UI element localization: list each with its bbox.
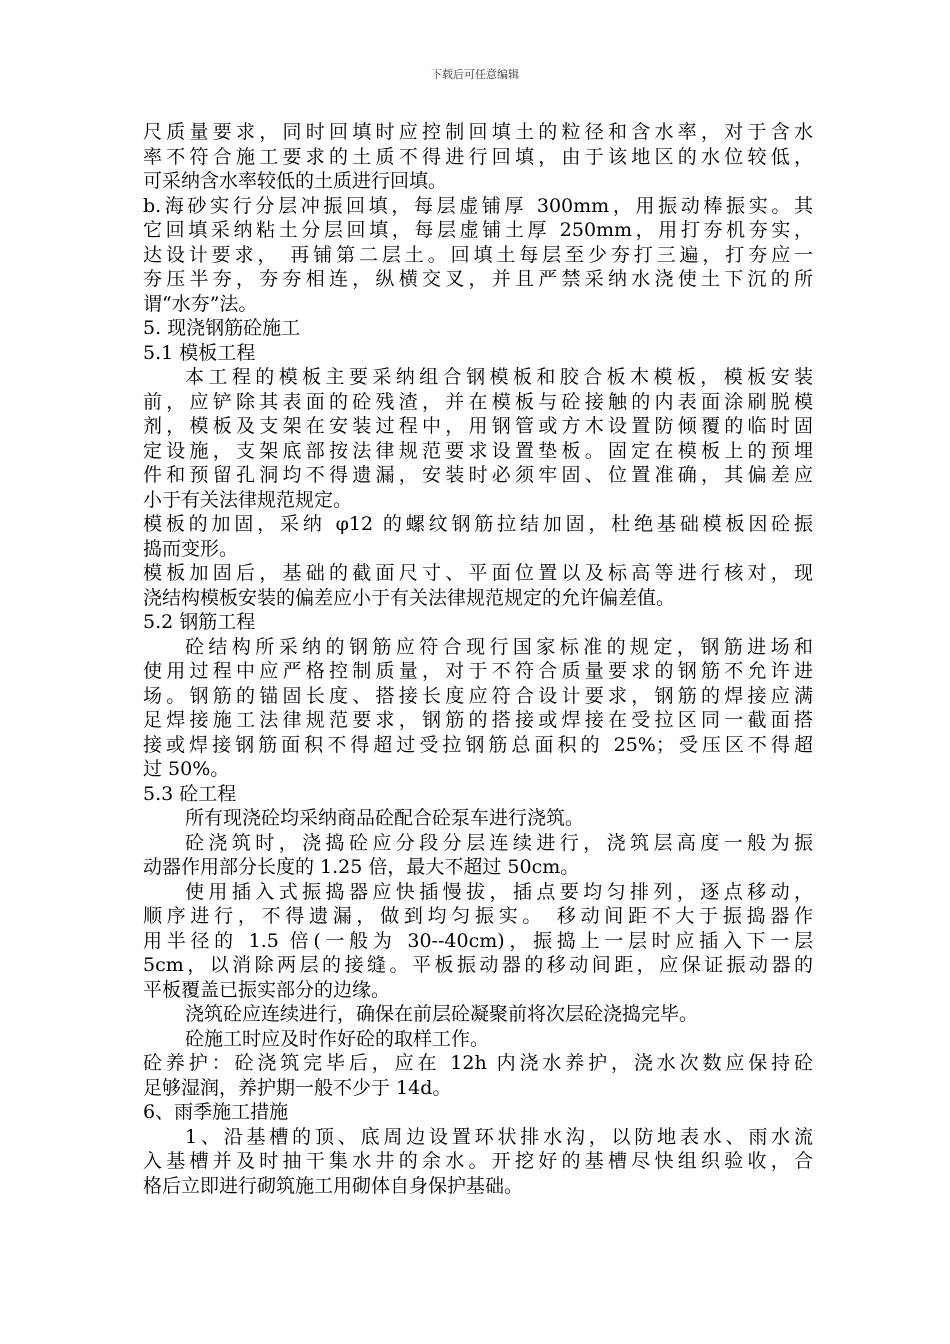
text-line: 6、雨季施工措施 <box>143 1101 289 1123</box>
text-line: 足焊接施工法律规范要求，钢筋的搭接或焊接在受拉区同一截面搭 <box>143 709 813 731</box>
text-line: 剂，模板及支架在安装过程中，用钢管或方木设置防倾覆的临时固 <box>143 415 813 437</box>
text-line: 件和预留孔洞均不得遗漏，安装时必须牢固、位置准确，其偏差应 <box>143 464 813 486</box>
text-line: 它回填采纳粘土分层回填，每层虚铺土厚 250mm，用打夯机夯实， <box>143 219 813 241</box>
text-line: 浇结构模板安装的偏差应小于有关法律规范规定的允许偏差值。 <box>143 586 676 609</box>
text-line: 用半径的 1.5 倍(一般为 30--40cm)，振捣上一层时应插入下一层 <box>143 929 813 952</box>
text-line: 使用插入式振捣器应快插慢拔，插点要均匀排列，逐点移动， <box>185 880 813 903</box>
text-line: 前，应铲除其表面的砼残渣，并在模板与砼接触的内表面涂刷脱模 <box>143 390 813 413</box>
text-line: 砼浇筑时，浇捣砼应分段分层连续进行，浇筑层高度一般为振 <box>185 831 813 854</box>
text-line: 可采纳含水率较低的土质进行回填。 <box>143 170 448 192</box>
text-line: 5.1 模板工程 <box>143 341 256 364</box>
text-line: 所有现浇砼均采纳商品砼配合砼泵车进行浇筑。 <box>185 807 585 829</box>
text-line: 接或焊接钢筋面积不得超过受拉钢筋总面积的 25%；受压区不得超 <box>143 733 813 756</box>
text-line: 砼养护：砼浇筑完毕后，应在 12h 内浇水养护，浇水次数应保持砼 <box>143 1052 813 1074</box>
text-line: 本工程的模板主要采纳组合钢模板和胶合板木模板，模板安装 <box>185 366 813 388</box>
text-line: 5. 现浇钢筋砼施工 <box>143 317 301 339</box>
text-line: 1、沿基槽的顶、底周边设置环状排水沟，以防地表水、雨水流 <box>185 1125 813 1148</box>
document-body <box>143 120 813 1198</box>
text-line: 足够湿润，养护期一般不少于 14d。 <box>143 1076 452 1099</box>
text-line: 小于有关法律规范规定。 <box>143 488 353 511</box>
text-line: 场。钢筋的锚固长度、搭接长度应符合设计要求，钢筋的焊接应满 <box>143 684 813 707</box>
text-line: 定设施，支架底部按法律规范要求设置垫板。固定在模板上的预埋 <box>143 439 813 462</box>
text-line: 使用过程中应严格控制质量，对于不符合质量要求的钢筋不允许进 <box>143 660 813 682</box>
text-line: 过 50%。 <box>143 758 230 780</box>
text-line: 入基槽并及时抽干集水井的余水。开挖好的基槽尽快组织验收，合 <box>143 1150 813 1172</box>
text-line: 动器作用部分长度的 1.25 倍，最大不超过 50cm。 <box>143 856 580 878</box>
text-line: 顺序进行，不得遗漏，做到均匀振实。 移动间距不大于振捣器作 <box>143 905 813 927</box>
text-line: 格后立即进行砌筑施工用砌体自身保护基础。 <box>143 1174 524 1197</box>
text-line: 模板加固后，基础的截面尺寸、平面位置以及标高等进行核对，现 <box>143 562 813 584</box>
text-line: 砼施工时应及时作好砼的取样工作。 <box>185 1027 490 1050</box>
text-line: 尺质量要求，同时回填时应控制回填土的粒径和含水率，对于含水 <box>143 121 813 143</box>
text-line: 捣而变形。 <box>143 537 239 560</box>
text-line: 5.3 砼工程 <box>143 782 237 805</box>
page-header: 下载后可任意编辑 <box>431 68 519 81</box>
text-line: 平板覆盖已振实部分的边缘。 <box>143 978 391 1001</box>
text-line: 5cm，以消除两层的接缝。平板振动器的移动间距，应保证振动器的 <box>143 954 813 976</box>
text-line: 率不符合施工要求的土质不得进行回填，由于该地区的水位较低， <box>143 145 813 168</box>
text-line: 砼结构所采纳的钢筋应符合现行国家标准的规定，钢筋进场和 <box>185 635 813 658</box>
text-line: 5.2 钢筋工程 <box>143 611 256 633</box>
text-line: 达设计要求， 再铺第二层土。回填土每层至少夯打三遍，打夯应一 <box>143 243 813 266</box>
text-line: 夯压半夯，夯夯相连，纵横交叉，并且严禁采纳水浇使土下沉的所 <box>143 268 813 290</box>
text-line: 模板的加固，采纳 φ12 的螺纹钢筋拉结加固，杜绝基础模板因砼振 <box>143 513 813 535</box>
text-line: 浇筑砼应连续进行，确保在前层砼凝聚前将次层砼浇捣完毕。 <box>185 1003 699 1025</box>
text-line: 谓“水夯”法。 <box>143 292 258 315</box>
text-line: b.海砂实行分层冲振回填，每层虚铺厚 300mm，用振动棒振实。其 <box>143 194 813 217</box>
